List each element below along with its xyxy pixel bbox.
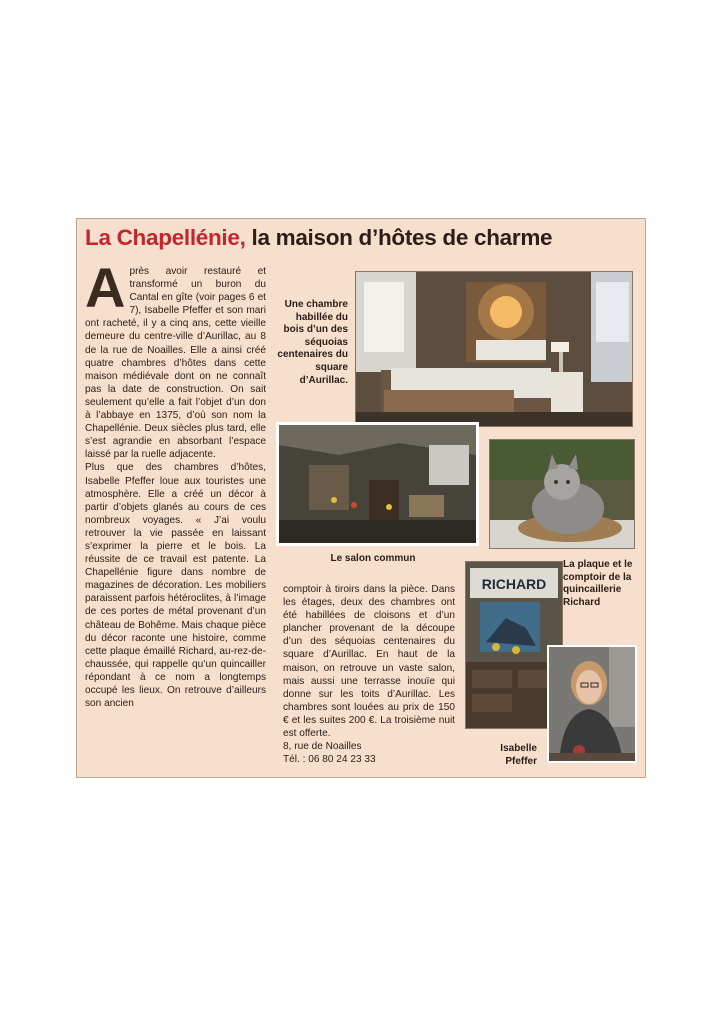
address-line: 8, rue de Noailles [283,741,362,753]
richard-sign-text: RICHARD [481,576,547,592]
salon-photo [276,422,479,546]
paragraph-3: comptoir à tiroirs dans la pièce. Dans les étages, deux des chambres ont été habillées de cloisons et d’un plancher provenant de la découpe d’un des séquoias centenaires du square d’Aurillac. En haut de la maison, on retrouve un vaste salon, mais aussi une terrasse inouïe qui donne sur les toits d’Aurillac. Les chambres sont louées au prix de 150 € et les suites 200 €. La troisième nuit est offerte. [283,584,455,740]
phone-line: Tél. : 06 80 24 23 33 [283,754,376,766]
caption-portrait: Isabelle Pfeffer [500,743,537,767]
caption-bedroom: Une chambre habillée du bois d’un des séquoias centenaires du square d’Aurillac. [277,299,348,386]
article-title [85,225,640,251]
title-highlight: La Chapellénie, [85,225,246,250]
article-column-2 [283,583,455,766]
paragraph-2: Plus que des chambres d’hôtes, Isabelle Pfeffer loue aux touristes une atmosphère. Elle a créé un décor à partir d’objets glanés au cours de ces nombreux voyages. « J’ai voulu retrouver la vie passée en laissant s’exprimer la pierre et le bois. La réussite de ce travail est patente. La Chapellénie figure dans nombre de magazines de décoration. Les mobiliers paraissent parfois hétéroclites, à l’image de ces portes de métal provenant d’un château de Bohême. Mais chaque pièce du décor raconte une histoire, comme cette plaque émaillé Richard, au-rez-de-chaussée, qui rappelle qu’un quincailler répondant à ce nom a longtemps occupé les lieux. On retrouve d’ailleurs son ancien [85,462,266,710]
title-rest: la maison d’hôtes de charme [251,225,553,250]
portrait-illustration [549,647,635,761]
bedroom-photo [355,271,633,427]
caption-plaque: La plaque et le comptoir de la quincaillerie Richard [563,559,633,608]
caption-salon: Le salon commun [330,553,416,564]
drop-cap: A [85,256,126,319]
isabelle-portrait-photo [547,645,637,763]
article-column-1 [85,256,266,773]
paragraph-1: près avoir restauré et transformé un buron du Cantal en gîte (voir pages 6 et 7), Isabelle Pfeffer et son mari ont racheté, il y a cinq ans, cette vieille demeure du centre-ville d’Aurillac, au 8 de la rue de Noailles. Elle a ainsi créé quatre chambres d’hôtes dans cette maison médiévale dont on ne connaît pas la date de construction. On sait seulement qu’elle a fait l’objet d’un don à l’abbaye en 1375, d’où son nom la Chapellénie. Deux siècles plus tard, elle s’est agrandie en absorbant l’espace laissé par la ruelle adjacente. [85,266,266,461]
cat-illustration [490,440,635,549]
bedroom-illustration [356,272,633,427]
cat-photo [489,439,635,549]
article-clipping [76,218,646,778]
salon-illustration [279,425,476,543]
